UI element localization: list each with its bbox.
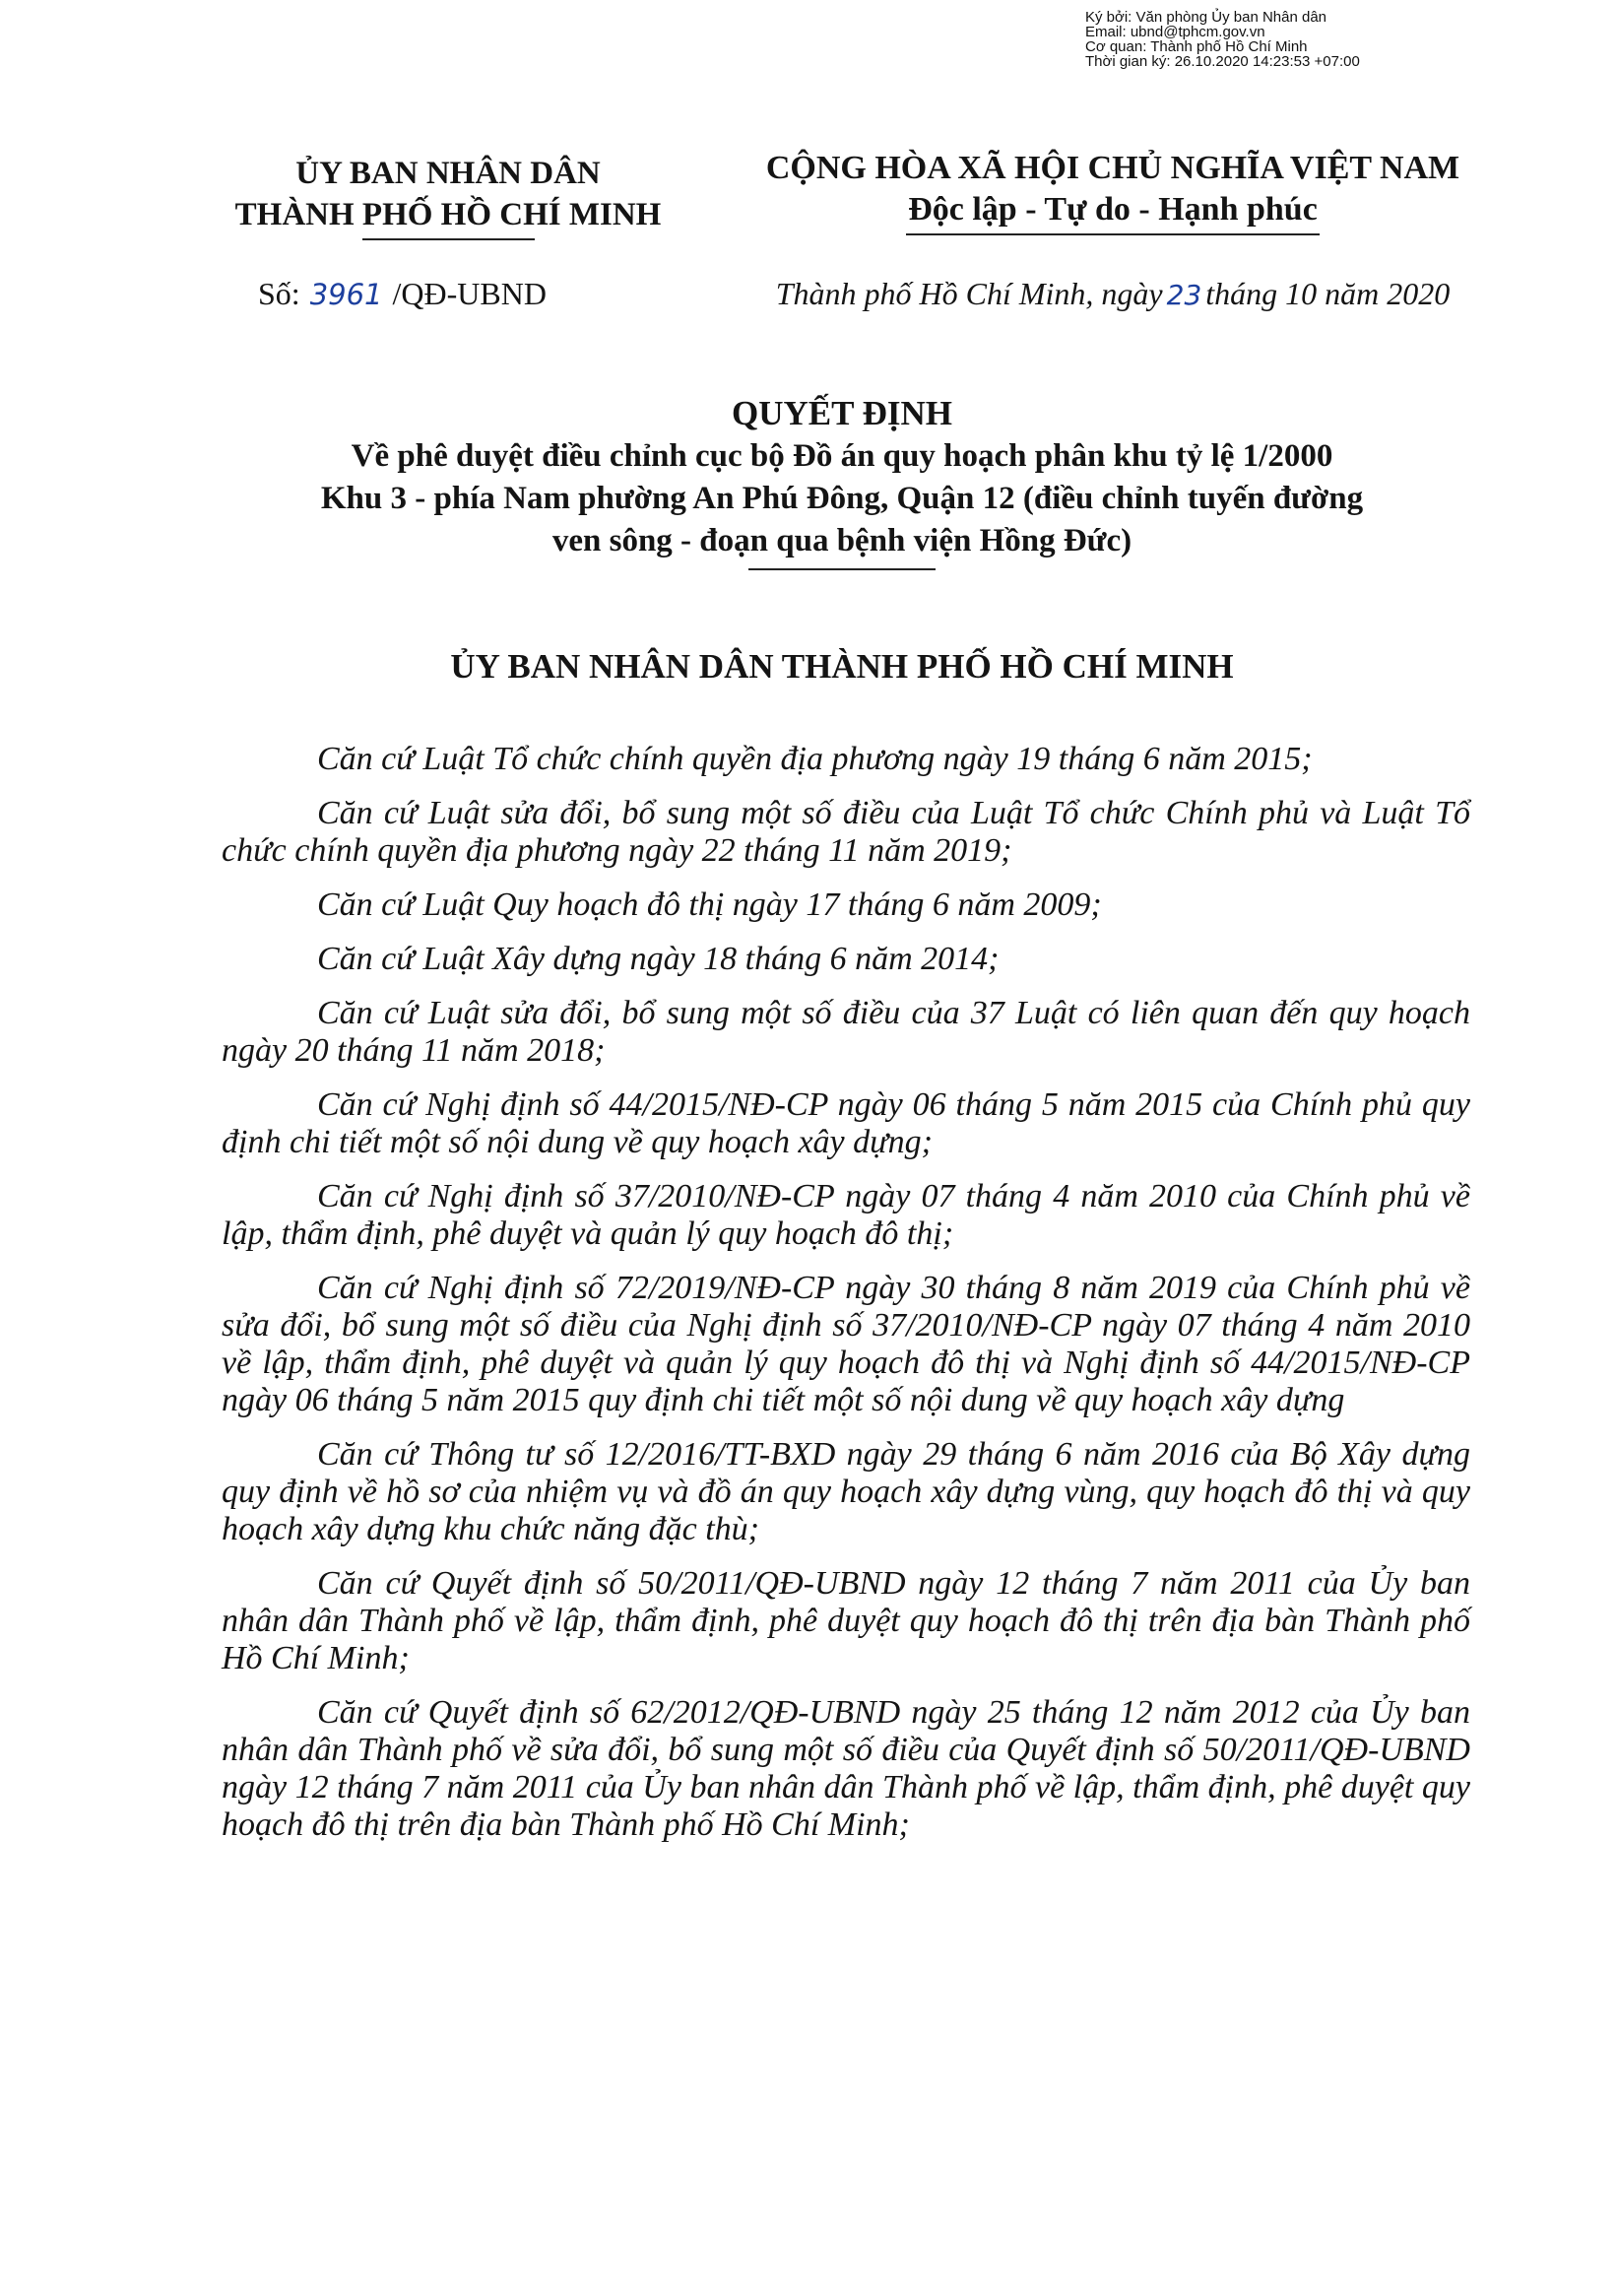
legal-basis-item: Căn cứ Luật Quy hoạch đô thị ngày 17 tháng 6 năm 2009; — [317, 886, 1102, 923]
issuer-header — [187, 153, 709, 240]
date-day-handwritten: 23 — [1166, 279, 1202, 311]
date-suffix: tháng 10 năm 2020 — [1205, 276, 1451, 311]
legal-basis-item: Căn cứ Nghị định số 44/2015/NĐ-CP ngày 06 tháng 5 năm 2015 của Chính phủ quy định chi tiết một số nội dung về quy hoạch xây dựng; — [222, 1086, 1470, 1160]
legal-basis-item: Căn cứ Luật sửa đổi, bổ sung một số điều của 37 Luật có liên quan đến quy hoạch ngày 20 tháng 11 năm 2018; — [222, 995, 1470, 1069]
stamp-agency: Cơ quan: Thành phố Hồ Chí Minh — [1085, 38, 1308, 55]
doc-type: QUYẾT ĐỊNH — [732, 394, 952, 432]
subject-line-1: Về phê duyệt điều chỉnh cục bộ Đồ án quy hoạch phân khu tỷ lệ 1/2000 — [351, 438, 1333, 474]
date-prefix: Thành phố Hồ Chí Minh, ngày — [775, 276, 1163, 311]
document-number — [258, 274, 547, 314]
issuer-line-2: THÀNH PHỐ HỒ CHÍ MINH — [234, 197, 662, 232]
motto-underline — [906, 233, 1320, 235]
legal-basis-item: Căn cứ Luật Xây dựng ngày 18 tháng 6 năm 2014; — [317, 941, 1000, 977]
stamp-signed-by: Ký bởi: Văn phòng Ủy ban Nhân dân — [1085, 9, 1327, 26]
legal-basis-item: Căn cứ Thông tư số 12/2016/TT-BXD ngày 29 tháng 6 năm 2016 của Bộ Xây dựng quy định về hồ sơ của nhiệm vụ và đồ án quy hoạch xây dựng vùng, quy hoạch đô thị và quy hoạch xây dựng khu chức năng đặc thù; — [222, 1436, 1470, 1547]
doc-number-handwritten: 3961 — [309, 278, 383, 311]
digital-signature-stamp — [1085, 10, 1360, 69]
legal-basis-item: Căn cứ Luật sửa đổi, bổ sung một số điều của Luật Tổ chức Chính phủ và Luật Tổ chức chính quyền địa phương ngày 22 tháng 11 năm 2019; — [222, 795, 1470, 869]
nation-motto: Độc lập - Tự do - Hạnh phúc — [908, 191, 1318, 228]
legal-basis-item: Căn cứ Nghị định số 37/2010/NĐ-CP ngày 07 tháng 4 năm 2010 của Chính phủ về lập, thẩm định, phê duyệt và quản lý quy hoạch đô thị; — [222, 1178, 1470, 1252]
issue-date — [729, 274, 1497, 315]
decision-title — [207, 392, 1477, 570]
title-rule — [748, 568, 936, 570]
doc-number-prefix: Số: — [258, 276, 300, 311]
issuer-line-1: ỦY BAN NHÂN DÂN — [295, 156, 601, 191]
issuer-underline — [362, 238, 535, 240]
legal-bases — [222, 741, 1470, 1861]
legal-basis-item: Căn cứ Quyết định số 50/2011/QĐ-UBND ngày 12 tháng 7 năm 2011 của Ủy ban nhân dân Thành phố về lập, thẩm định, phê duyệt quy hoạch đô thị trên địa bàn Thành phố Hồ Chí Minh; — [222, 1565, 1470, 1676]
stamp-signed-time: Thời gian ký: 26.10.2020 14:23:53 +07:00 — [1085, 53, 1360, 70]
authority-heading: ỦY BAN NHÂN DÂN THÀNH PHỐ HỒ CHÍ MINH — [450, 647, 1234, 686]
legal-basis-item: Căn cứ Luật Tổ chức chính quyền địa phương ngày 19 tháng 6 năm 2015; — [317, 741, 1313, 777]
legal-basis-item: Căn cứ Nghị định số 72/2019/NĐ-CP ngày 30 tháng 8 năm 2019 của Chính phủ về sửa đổi, bổ sung một số điều của Nghị định số 37/2010/NĐ-CP ngày 07 tháng 4 năm 2010 về lập, thẩm định, phê duyệt và quản lý quy hoạch đô thị và Nghị định số 44/2015/NĐ-CP ngày 06 tháng 5 năm 2015 quy định chi tiết một số nội dung về quy hoạch xây dựng — [222, 1270, 1470, 1418]
stamp-email: Email: ubnd@tphcm.gov.vn — [1085, 24, 1265, 40]
legal-basis-item: Căn cứ Quyết định số 62/2012/QĐ-UBND ngày 25 tháng 12 năm 2012 của Ủy ban nhân dân Thành phố về sửa đổi, bổ sung một số điều của Quyết định số 50/2011/QĐ-UBND ngày 12 tháng 7 năm 2011 của Ủy ban nhân dân Thành phố về lập, thẩm định, phê duyệt quy hoạch đô thị trên địa bàn Thành phố Hồ Chí Minh; — [222, 1694, 1470, 1843]
subject-line-2: Khu 3 - phía Nam phường An Phú Đông, Quận 12 (điều chỉnh tuyến đường — [320, 481, 1364, 516]
subject-line-3: ven sông - đoạn qua bệnh viện Hồng Đức) — [551, 523, 1132, 558]
doc-number-suffix: /QĐ-UBND — [392, 276, 547, 311]
national-header — [729, 148, 1497, 235]
nation-line-1: CỘNG HÒA XÃ HỘI CHỦ NGHĨA VIỆT NAM — [765, 150, 1460, 186]
